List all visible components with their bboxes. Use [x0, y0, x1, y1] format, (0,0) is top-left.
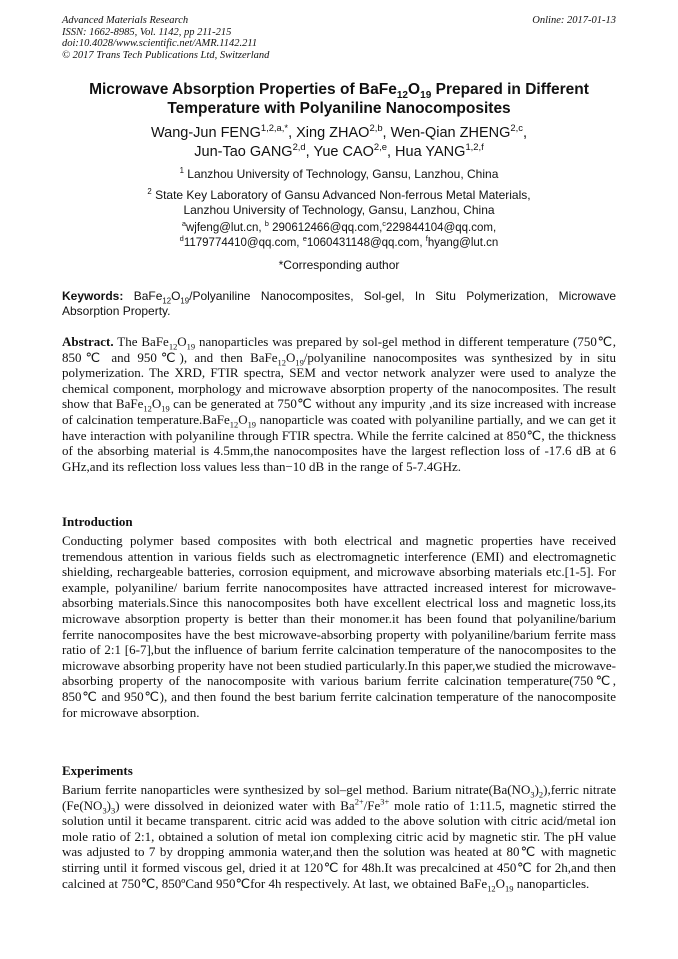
- online-date: Online: 2017-01-13: [532, 15, 616, 26]
- corresponding-author-note: *Corresponding author: [278, 258, 400, 272]
- email-list: [62, 221, 616, 251]
- section-heading-experiments: Experiments: [62, 763, 133, 778]
- email[interactable]: $^f$hyang@lut.cn: [425, 234, 499, 249]
- author: Wen-Qian ZHENG$^{2,c}$,: [390, 122, 527, 141]
- introduction-paragraph: Conducting polymer based composites with both electrical and magnetic properties have received tremendous attention in various fields such as electromagnetic interference (EMI) and electromagnetic shielding, rechargeable batteries, corrosion equipment, and microwave absorbing materials etc.[1-5]. For example, polyaniline/ barium ferrite nanocomposites have attracted increased interest for microwave- absorbing materials.Since this nanocomposites both have excellent electrical loss and magnetic loss,its microwave absorption property is better than their monomer.it has been found that polyaniline/barium ferrite nanocomposites have the best microwave-absorbing property with polyaniline/barium ferrite mass ratio of 2:1 [6-7],but the influence of barium ferrite calcination temperature of the nanocomposites to the microwave absorbing properity have not been studied particularly.In this paper,we studied the microwave-absorbing property of the nanocomposite with various barium ferrite calcination temperature(750℃, 850℃ and 950℃), and then found the best barium ferrite calcination temperature of the nanocomposite for microwave absorption.: [62, 533, 616, 720]
- author-list: [62, 124, 616, 162]
- journal-header: [62, 15, 616, 61]
- copyright-line: © 2017 Trans Tech Publications Ltd, Switzerland: [62, 49, 270, 61]
- email[interactable]: $^e$1060431148@qq.com,: [302, 234, 426, 249]
- author: Wang-Jun $FENG^{1,2,a,*}$,: [151, 122, 297, 141]
- experiments-paragraph: Barium ferrite nanoparticles were synthesized by sol–gel method. Barium $nitrate(Ba(NO_3)_2),ferric$ nitrate $(Fe(NO_3)_3)$ were dissolved in deionized water with $Ba^{2+}/Fe^{3+}$ mole ratio of 1:11.5, magnetic stirred the solution until it became transparent. citric acid was added to the above solution with citric acid/metal ion mole ratio of 2:1, obtained a solution of metal ion complexing citric acid by magnetic stir. The pH value was adjusted to 7 by dropping ammonia water,and then the solution was heated at 80℃ with magnetic stirring until it formed viscous gel, dried it at 120℃ for 48h.It was precalcined at 450℃ for 2h,and then calcined at 750℃, 850ºCand 950℃for 4h respectively. At last, we obtained $BaFe_{12}O_{19}$ nanoparticles.: [62, 782, 616, 894]
- abstract-label: Abstract.: [62, 334, 114, 349]
- keywords: Keywords: $BaFe_{12}O_{19}$/Polyaniline Nanocomposites, Sol-gel, In Situ Polymerization, Microwave Absorption Property.: [62, 289, 617, 318]
- email[interactable]: $^d$1179774410@qq.com,: [179, 234, 303, 249]
- email[interactable]: $^a$wjfeng@lut.cn,: [181, 219, 265, 234]
- doi-line[interactable]: doi:10.4028/www.scientific.net/AMR.1142.211: [62, 38, 258, 49]
- journal-name: Advanced Materials Research: [62, 15, 189, 26]
- author: Jun-Tao GANG$^{2,d}$,: [194, 141, 314, 160]
- author: Xing ZHAO$^{2,b}$,: [296, 122, 391, 141]
- paper-title: Microwave Absorption Properties of $BaFe_{12}O_{19}$ Prepared in Different Temperature with Polyaniline Nanocomposites: [89, 81, 589, 117]
- email[interactable]: $^c$229844104@qq.com,: [382, 219, 497, 234]
- abstract: Abstract. The $BaFe_{12}O_{19}$ nanoparticles was prepared by sol-gel method in different temperature (750℃, 850℃ and 950℃), and then $BaFe_{12}O_{19}$/polyaniline nanocomposites was synthesized by in situ polymerization. The XRD, FTIR spectra, SEM and vector network analyzer were used to analyze the chemical component, morphology and microwave absorption property of the nanocomposites. The result show that $BaFe_{12}O_{19}$ can be generated at 750℃ without any impurity ,and its size increased with increase of calcination $temperature.BaFe_{12}O_{19}$ nanoparticle was coated with polyaniline partially, and we can get it have interaction with polyaniline through FTIR spectra. While the ferrite calcined at 850℃, the thickness of the absorbing material is 4.5mm,the nanocomposites have the largest reflection loss of -17.6 dB at 6 GHz,and its reflection loss values less than−10 dB in the range of 5-7.4GHz.: [62, 334, 617, 474]
- affiliation-1: $^1$ Lanzhou University of Technology, Gansu, Lanzhou, China: [179, 166, 499, 181]
- issn-line: ISSN: 1662-8985, Vol. 1142, pp 211-215: [62, 26, 232, 38]
- affiliation-2: $^2$ State Key Laboratory of Gansu Advanced Non-ferrous Metal Materials, Lanzhou University of Technology, Gansu, Lanzhou, China: [147, 187, 531, 217]
- author: Yue CAO$^{2,e}$,: [313, 141, 396, 160]
- author: Hua YANG$^{1,2,f}$: [395, 141, 484, 160]
- section-heading-introduction: Introduction: [62, 514, 133, 529]
- email[interactable]: $^b$ 290612466@qq.com,: [264, 219, 383, 234]
- keywords-label: Keywords:: [62, 289, 124, 303]
